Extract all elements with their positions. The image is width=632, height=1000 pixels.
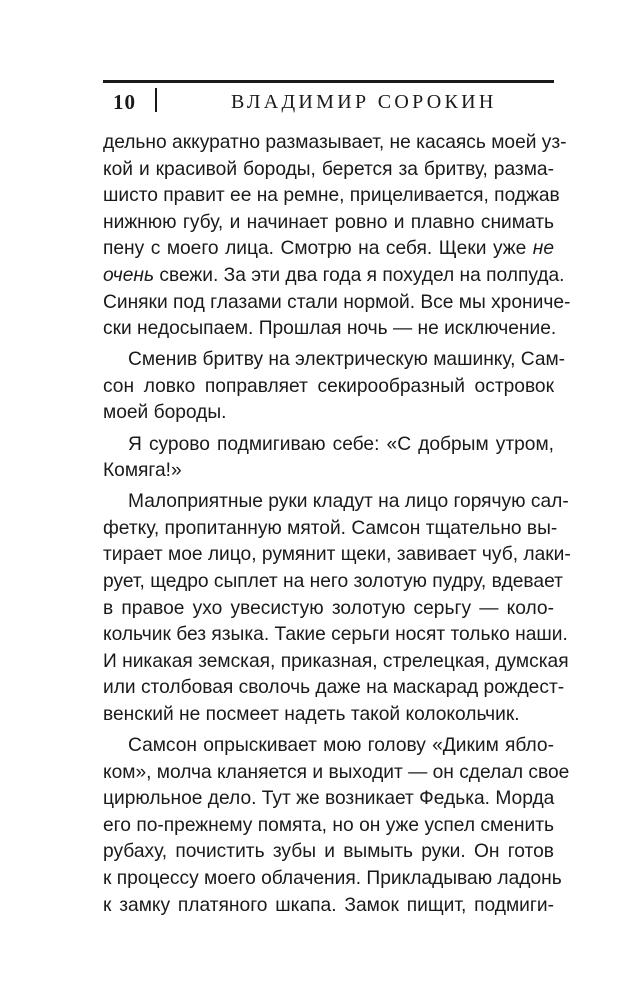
- text-line: Сменив бритву на электрическую машинку, Сам-: [128, 349, 566, 371]
- running-header: [103, 80, 554, 119]
- page-number: 10: [113, 90, 136, 114]
- text-line: рует, щедро сыплет на него золотую пудру, вдевает: [103, 571, 563, 592]
- paragraph-3: [103, 432, 554, 485]
- text-line: рубаху, почистить зубы и вымыть руки. Он готов: [103, 841, 554, 863]
- text-line-with-emphasis: [103, 263, 565, 290]
- text-line: ком», молча кланяется и выходит — он сделал свое: [103, 761, 570, 783]
- paragraph-2: [103, 347, 566, 427]
- book-author: ВЛАДИМИР СОРОКИН: [231, 91, 497, 113]
- text-line: или столбовая сволочь даже на маскарад рождест-: [103, 677, 565, 699]
- text-line: Самсон опрыскивает мою голову «Диким ябло-: [128, 735, 554, 757]
- text-line: сон ловко поправляет секирообразный островок: [103, 375, 554, 397]
- text-line: его по-прежнему помята, но он уже успел сменить: [103, 814, 554, 836]
- text-line-with-emphasis: [103, 236, 554, 263]
- text-line: шисто правит ее на ремне, прицеливается, поджав: [103, 185, 560, 207]
- text-line: Малоприятные руки кладут на лицо горячую сал-: [128, 491, 569, 513]
- text-line: Я сурово подмигиваю себе: «С добрым утром,: [128, 433, 554, 455]
- text-line: моей бороды.: [103, 402, 227, 424]
- text-line: венский не посмеет надеть такой колокольчик.: [103, 703, 520, 725]
- text-line: кольчик без языка. Такие серьги носят только наши.: [103, 624, 568, 646]
- header-divider: [155, 88, 157, 112]
- text-line: тирает мое лицо, румянит щеки, завивает чуб, лаки-: [103, 544, 571, 566]
- text-fragment: свежи. За эти два года я похудел на полпуда.: [154, 264, 565, 286]
- text-line: цирюльное дело. Тут же возникает Федька. Морда: [103, 788, 555, 810]
- text-line: Синяки под глазами стали нормой. Все мы хрониче-: [103, 291, 571, 313]
- emphasis: очень: [103, 264, 155, 286]
- text-line: в правое ухо увесистую золотую серьгу — коло-: [103, 597, 554, 619]
- text-line: к замку платяного шкапа. Замок пищит, подмиги-: [103, 894, 554, 916]
- text-line: дельно аккуратно размазывает, не касаясь моей уз-: [103, 132, 567, 153]
- text-line: фетку, пропитанную мятой. Самсон тщательно вы-: [103, 517, 558, 539]
- text-line: И никакая земская, приказная, стрелецкая, думская: [103, 650, 569, 672]
- emphasis: не: [532, 238, 554, 260]
- text-fragment: пену с моего лица. Смотрю на себя. Щеки уже: [103, 238, 533, 260]
- paragraph-4: [103, 489, 571, 728]
- paragraph-5: [103, 733, 570, 919]
- text-line: кой и красивой бороды, берется за бритву, разма-: [103, 158, 554, 180]
- text-line: Комяга!»: [103, 460, 182, 482]
- paragraph-1: [103, 130, 571, 343]
- text-line: к процессу моего облачения. Прикладываю ладонь: [103, 868, 562, 890]
- text-line: нижнюю губу, и начинает ровно и плавно снимать: [103, 211, 554, 233]
- page-body: [103, 130, 571, 924]
- text-line: ски недосыпаем. Прошлая ночь — не исключение.: [103, 318, 557, 340]
